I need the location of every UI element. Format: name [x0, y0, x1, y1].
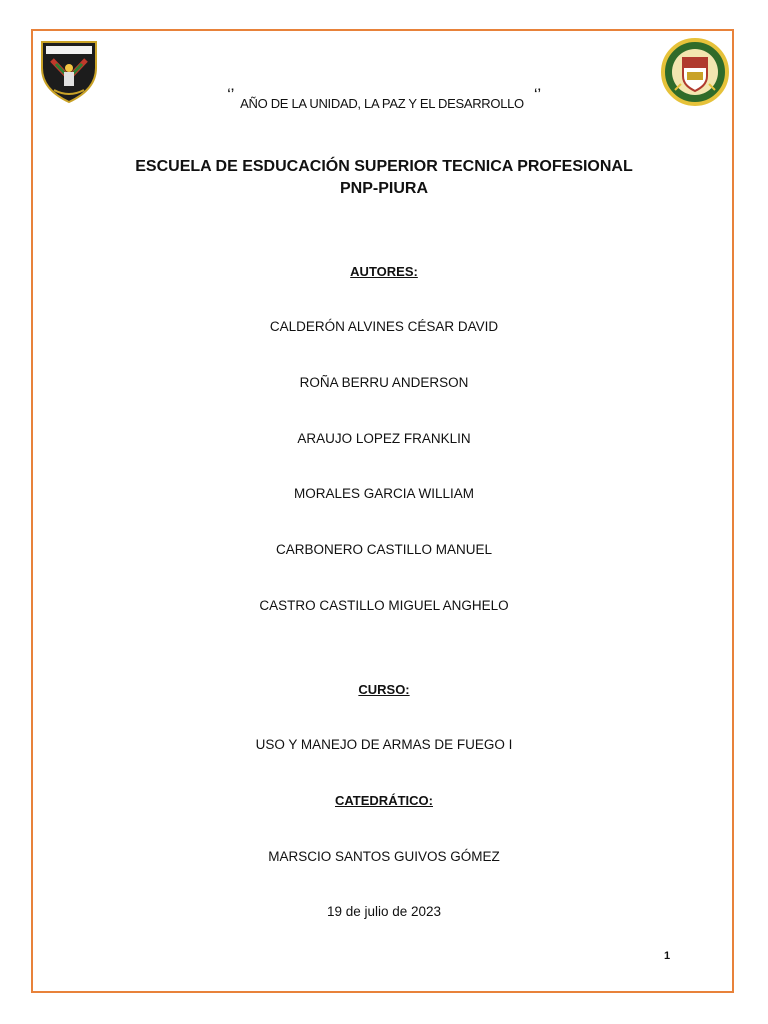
school-title-line1: ESCUELA DE ESDUCACIÓN SUPERIOR TECNICA PROFESIONAL	[135, 158, 633, 175]
authors-heading: AUTORES:	[350, 264, 418, 279]
professor-heading: CATEDRÁTICO:	[335, 793, 433, 808]
author-name: ROÑA BERRU ANDERSON	[299, 375, 469, 390]
close-quote: ‘’	[533, 85, 541, 104]
motto-text: AÑO DE LA UNIDAD, LA PAZ Y EL DESARROLLO	[240, 96, 524, 111]
year-motto	[0, 85, 768, 113]
professor-name: MARSCIO SANTOS GUIVOS GÓMEZ	[268, 849, 500, 864]
course-name: USO Y MANEJO DE ARMAS DE FUEGO I	[255, 737, 513, 752]
author-name: CARBONERO CASTILLO MANUEL	[275, 542, 493, 557]
page-number: 1	[664, 950, 671, 962]
course-heading: CURSO:	[358, 682, 410, 697]
author-name: MORALES GARCIA WILLIAM	[293, 486, 475, 501]
school-title-line2: PNP-PIURA	[339, 180, 428, 197]
author-name: CASTRO CASTILLO MIGUEL ANGHELO	[259, 598, 509, 613]
author-name: CALDERÓN ALVINES CÉSAR DAVID	[269, 319, 499, 334]
school-title	[0, 156, 768, 200]
author-name: ARAUJO LOPEZ FRANKLIN	[297, 431, 471, 446]
document-date: 19 de julio de 2023	[326, 904, 442, 919]
open-quote: ‘’	[227, 85, 235, 104]
